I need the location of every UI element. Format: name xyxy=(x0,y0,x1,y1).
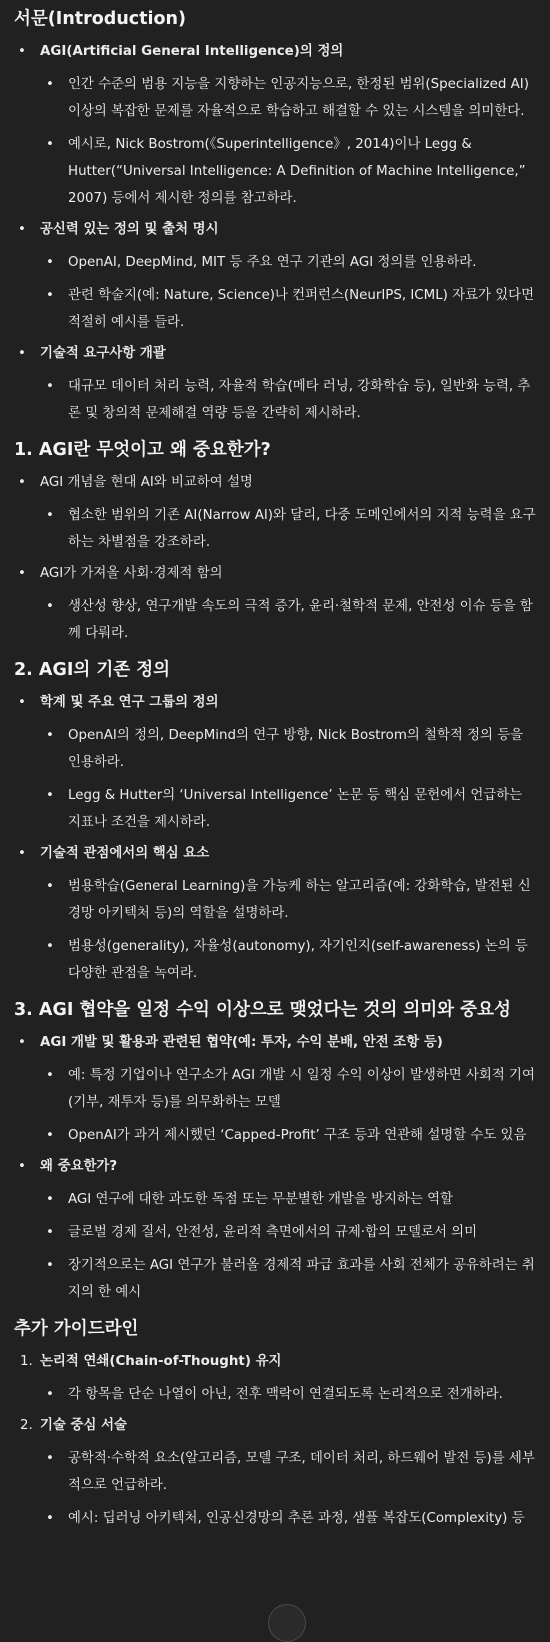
sub-list-item-text: 예시로, Nick Bostrom(《Superintelligence》, 2014)이나 Legg & Hutter(“Universal Intelligence: A Definition of Machine Intelligence,” 2007) 등에서 제시한 정의를 참고하라. xyxy=(68,137,526,206)
sub-list-item xyxy=(14,71,538,125)
sub-list-item xyxy=(14,782,538,836)
sub-list-item xyxy=(14,249,538,276)
list-item xyxy=(14,560,538,587)
sub-list-item-text: 협소한 범위의 기존 AI(Narrow AI)와 달리, 다중 도메인에서의 지적 능력을 요구하는 차별점을 강조하라. xyxy=(68,508,536,550)
bullet-icon: • xyxy=(18,222,26,237)
bullet-icon: • xyxy=(18,1159,26,1174)
sub-list-item xyxy=(14,933,538,987)
bullet-icon: • xyxy=(18,1035,26,1050)
section-heading: 3. AGI 협약을 일정 수익 이상으로 맺었다는 것의 의미와 중요성 xyxy=(14,1000,511,1020)
bullet-icon: • xyxy=(46,1451,54,1466)
sub-list-item-text: 관련 학술지(예: Nature, Science)나 컨퍼런스(NeurIPS, ICML) 자료가 있다면 적절히 예시를 들라. xyxy=(68,288,535,330)
sub-list-item xyxy=(14,1381,538,1408)
section-list xyxy=(14,1029,538,1306)
sub-list-item-text: 대규모 데이터 처리 능력, 자율적 학습(메타 러닝, 강화학습 등), 일반화 능력, 추론 및 창의적 문제해결 역량 등을 간략히 제시하라. xyxy=(68,379,531,421)
list-item xyxy=(14,1348,538,1375)
sub-list-item-text: 범용성(generality), 자율성(autonomy), 자기인지(self-awareness) 논의 등 다양한 관점을 녹여라. xyxy=(68,939,528,981)
sub-list-item-text: 각 항목을 단순 나열이 아닌, 전후 맥락이 연결되도록 논리적으로 전개하라. xyxy=(68,1387,503,1402)
list-number: 2. xyxy=(20,1418,33,1433)
bullet-icon: • xyxy=(46,728,54,743)
bullet-icon: • xyxy=(18,475,26,490)
list-item xyxy=(14,38,538,65)
sub-list-item xyxy=(14,1219,538,1246)
list-item-label: 기술적 관점에서의 핵심 요소 xyxy=(40,846,210,861)
bullet-icon: • xyxy=(46,508,54,523)
scroll-down-button[interactable] xyxy=(268,1604,306,1642)
sub-list-item xyxy=(14,1186,538,1213)
section-heading: 추가 가이드라인 xyxy=(14,1319,139,1339)
sub-list-item-text: 예: 특정 기업이나 연구소가 AGI 개발 시 일정 수익 이상이 발생하면 사회적 기여(기부, 재투자 등)를 의무화하는 모델 xyxy=(68,1068,535,1110)
sub-list-item xyxy=(14,1252,538,1306)
list-item xyxy=(14,469,538,496)
sub-list-item xyxy=(14,1062,538,1116)
sub-list-item-text: 범용학습(General Learning)을 가능케 하는 알고리즘(예: 강화학습, 발전된 신경망 아키텍처 등)의 역할을 설명하라. xyxy=(68,879,531,921)
sub-list-item xyxy=(14,1505,538,1532)
bullet-icon: • xyxy=(46,1068,54,1083)
list-item-label: AGI가 가져올 사회·경제적 함의 xyxy=(40,566,223,581)
sub-list-item-text: OpenAI가 과거 제시했던 ‘Capped-Profit’ 구조 등과 연관해 설명할 수도 있음 xyxy=(68,1128,527,1143)
list-item xyxy=(14,1412,538,1439)
section-heading: 서문(Introduction) xyxy=(14,9,186,29)
bullet-icon: • xyxy=(46,77,54,92)
list-item-label: AGI 개발 및 활용과 관련된 협약(예: 투자, 수익 분배, 안전 조항 등) xyxy=(40,1035,443,1050)
sub-list-item-text: OpenAI의 정의, DeepMind의 연구 방향, Nick Bostrom의 철학적 정의 등을 인용하라. xyxy=(68,728,524,770)
sub-list-item xyxy=(14,1122,538,1149)
bullet-icon: • xyxy=(46,788,54,803)
list-number: 1. xyxy=(20,1354,33,1369)
sub-list-item xyxy=(14,593,538,647)
list-item xyxy=(14,340,538,367)
bullet-icon: • xyxy=(46,1387,54,1402)
section-heading: 1. AGI란 무엇이고 왜 중요한가? xyxy=(14,440,271,460)
sub-list-item-text: OpenAI, DeepMind, MIT 등 주요 연구 기관의 AGI 정의를 인용하라. xyxy=(68,255,477,270)
bullet-icon: • xyxy=(46,939,54,954)
bullet-icon: • xyxy=(18,44,26,59)
list-item xyxy=(14,1153,538,1180)
bullet-icon: • xyxy=(46,1258,54,1273)
sub-list-item-text: 인간 수준의 범용 지능을 지향하는 인공지능으로, 한정된 범위(Specialized AI) 이상의 복잡한 문제를 자율적으로 학습하고 해결할 수 있는 시스템을 의미한다. xyxy=(68,77,529,119)
list-item-label: 기술적 요구사항 개괄 xyxy=(40,346,166,361)
bullet-icon: • xyxy=(46,255,54,270)
sub-list-item-text: Legg & Hutter의 ‘Universal Intelligence’ 논문 등 핵심 문헌에서 언급하는 지표나 조건을 제시하라. xyxy=(68,788,523,830)
list-item xyxy=(14,216,538,243)
bullet-icon: • xyxy=(46,1511,54,1526)
sub-list-item xyxy=(14,131,538,212)
bullet-icon: • xyxy=(46,1225,54,1240)
sub-list-item-text: 글로벌 경제 질서, 안전성, 윤리적 측면에서의 규제·합의 모델로서 의미 xyxy=(68,1225,478,1240)
section-list xyxy=(14,1348,538,1532)
section-heading: 2. AGI의 기존 정의 xyxy=(14,660,171,680)
bullet-icon: • xyxy=(18,346,26,361)
list-item-label: 논리적 연쇄(Chain-of-Thought) 유지 xyxy=(40,1354,282,1369)
list-item-label: 왜 중요한가? xyxy=(40,1159,118,1174)
bullet-icon: • xyxy=(18,846,26,861)
list-item xyxy=(14,689,538,716)
bullet-icon: • xyxy=(46,1192,54,1207)
bullet-icon: • xyxy=(18,695,26,710)
bullet-icon: • xyxy=(46,137,54,152)
bullet-icon: • xyxy=(46,879,54,894)
list-item xyxy=(14,1029,538,1056)
sub-list-item-text: AGI 연구에 대한 과도한 독점 또는 무분별한 개발을 방지하는 역할 xyxy=(68,1192,453,1207)
list-item-label: AGI 개념을 현대 AI와 비교하여 설명 xyxy=(40,475,253,490)
list-item-label: 공신력 있는 정의 및 출처 명시 xyxy=(40,222,219,237)
sub-list-item-text: 공학적·수학적 요소(알고리즘, 모델 구조, 데이터 처리, 하드웨어 발전 등)를 세부적으로 언급하라. xyxy=(68,1451,535,1493)
sub-list-item xyxy=(14,1445,538,1499)
bullet-icon: • xyxy=(46,288,54,303)
sub-list-item-text: 생산성 향상, 연구개발 속도의 극적 증가, 윤리·철학적 문제, 안전성 이슈 등을 함께 다뤄라. xyxy=(68,599,533,641)
list-item xyxy=(14,840,538,867)
sub-list-item-text: 장기적으로는 AGI 연구가 불러올 경제적 파급 효과를 사회 전체가 공유하려는 취지의 한 예시 xyxy=(68,1258,535,1300)
sub-list-item xyxy=(14,722,538,776)
sub-list-item xyxy=(14,502,538,556)
bullet-icon: • xyxy=(46,599,54,614)
bullet-icon: • xyxy=(46,379,54,394)
bullet-icon: • xyxy=(46,1128,54,1143)
list-item-label: 기술 중심 서술 xyxy=(40,1418,127,1433)
sub-list-item-text: 예시: 딥러닝 아키텍처, 인공신경망의 추론 과정, 샘플 복잡도(Complexity) 등 xyxy=(68,1511,525,1526)
list-item-label: AGI(Artificial General Intelligence)의 정의 xyxy=(40,44,344,59)
sub-list-item xyxy=(14,373,538,427)
section-list xyxy=(14,469,538,647)
bullet-icon: • xyxy=(18,566,26,581)
sub-list-item xyxy=(14,282,538,336)
section-list xyxy=(14,689,538,987)
list-item-label: 학계 및 주요 연구 그룹의 정의 xyxy=(40,695,219,710)
sub-list-item xyxy=(14,873,538,927)
section-list xyxy=(14,38,538,427)
